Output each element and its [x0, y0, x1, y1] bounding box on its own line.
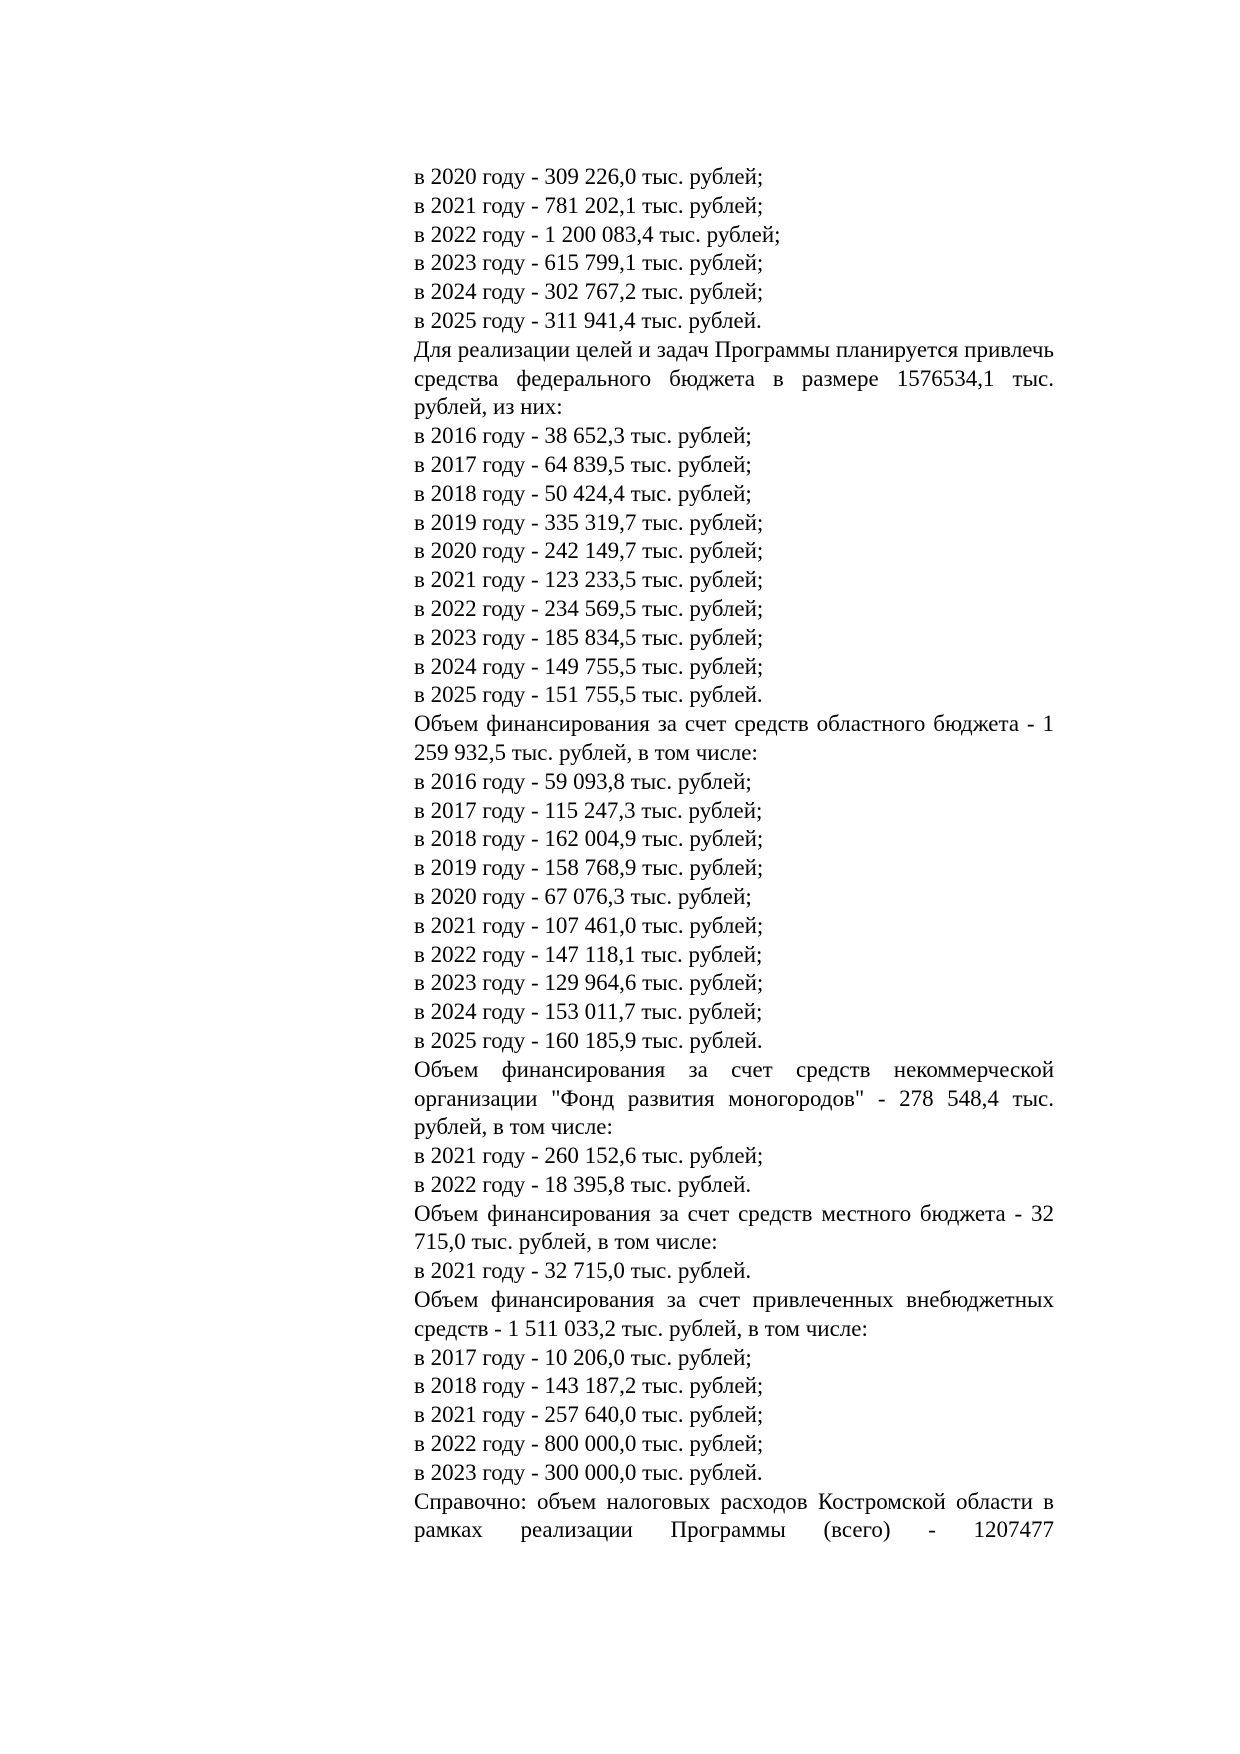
federal-funding-line: в 2018 году - 50 424,4 тыс. рублей;	[414, 480, 752, 506]
paragraph-tax-expenditures: Справочно: объем налоговых расходов Костромской области в рамках реализации Программы (всего) - 1207477	[414, 1488, 1054, 1543]
paragraph-regional-budget: Объем финансирования за счет средств областного бюджета - 1 259 932,5 тыс. рублей, в том числе:	[414, 711, 1054, 765]
paragraph-local-budget: Объем финансирования за счет средств местного бюджета - 32 715,0 тыс. рублей, в том числе:	[414, 1200, 1054, 1255]
federal-funding-line: в 2022 году - 234 569,5 тыс. рублей;	[414, 595, 764, 621]
funding-line: в 2022 году - 1 200 083,4 тыс. рублей;	[414, 221, 781, 247]
federal-funding-line: в 2024 году - 149 755,5 тыс. рублей;	[414, 653, 764, 679]
regional-funding-line: в 2019 году - 158 768,9 тыс. рублей;	[414, 855, 764, 881]
regional-funding-line: в 2022 году - 147 118,1 тыс. рублей;	[414, 941, 763, 967]
federal-funding-line: в 2019 году - 335 319,7 тыс. рублей;	[414, 509, 764, 535]
regional-funding-line: в 2020 году - 67 076,3 тыс. рублей;	[414, 883, 752, 909]
regional-funding-line: в 2016 году - 59 093,8 тыс. рублей;	[414, 768, 752, 794]
regional-funding-line: в 2024 году - 153 011,7 тыс. рублей;	[414, 999, 763, 1025]
fund-funding-line: в 2021 году - 260 152,6 тыс. рублей;	[414, 1143, 764, 1169]
extrabudgetary-funding-line: в 2023 году - 300 000,0 тыс. рублей.	[414, 1459, 763, 1485]
extrabudgetary-funding-line: в 2022 году - 800 000,0 тыс. рублей;	[414, 1431, 764, 1457]
federal-funding-line: в 2016 году - 38 652,3 тыс. рублей;	[414, 423, 752, 449]
paragraph-extrabudgetary: Объем финансирования за счет привлеченных внебюджетных средств - 1 511 033,2 тыс. рублей, в том числе:	[414, 1287, 1054, 1341]
fund-funding-line: в 2022 году - 18 395,8 тыс. рублей.	[414, 1171, 752, 1197]
funding-line: в 2025 году - 311 941,4 тыс. рублей.	[414, 307, 762, 333]
paragraph-monotown-fund: Объем финансирования за счет средств некоммерческой организации "Фонд развития моногородов" - 278 548,4 тыс. рублей, в том числе:	[414, 1056, 1054, 1140]
funding-line: в 2021 году - 781 202,1 тыс. рублей;	[414, 192, 764, 218]
funding-line: в 2023 году - 615 799,1 тыс. рублей;	[414, 250, 764, 276]
regional-funding-line: в 2025 году - 160 185,9 тыс. рублей.	[414, 1027, 763, 1053]
local-funding-line: в 2021 году - 32 715,0 тыс. рублей.	[414, 1258, 752, 1284]
funding-line: в 2020 году - 309 226,0 тыс. рублей;	[414, 164, 764, 189]
federal-funding-line: в 2017 году - 64 839,5 тыс. рублей;	[414, 451, 752, 477]
regional-funding-line: в 2017 году - 115 247,3 тыс. рублей;	[414, 797, 763, 823]
document-body	[414, 163, 1054, 1545]
paragraph-federal-budget: Для реализации целей и задач Программы планируется привлечь средства федерального бюджета в размере 1576534,1 тыс. рублей, из них:	[414, 336, 1054, 420]
regional-funding-line: в 2023 году - 129 964,6 тыс. рублей;	[414, 970, 764, 996]
federal-funding-line: в 2023 году - 185 834,5 тыс. рублей;	[414, 624, 764, 650]
funding-line: в 2024 году - 302 767,2 тыс. рублей;	[414, 279, 764, 305]
federal-funding-line: в 2020 году - 242 149,7 тыс. рублей;	[414, 538, 764, 564]
extrabudgetary-funding-line: в 2017 году - 10 206,0 тыс. рублей;	[414, 1344, 752, 1370]
federal-funding-line: в 2021 году - 123 233,5 тыс. рублей;	[414, 567, 764, 593]
extrabudgetary-funding-line: в 2021 году - 257 640,0 тыс. рублей;	[414, 1402, 764, 1428]
regional-funding-line: в 2018 году - 162 004,9 тыс. рублей;	[414, 826, 764, 852]
federal-funding-line: в 2025 году - 151 755,5 тыс. рублей.	[414, 682, 763, 708]
regional-funding-line: в 2021 году - 107 461,0 тыс. рублей;	[414, 912, 764, 938]
extrabudgetary-funding-line: в 2018 году - 143 187,2 тыс. рублей;	[414, 1373, 764, 1399]
